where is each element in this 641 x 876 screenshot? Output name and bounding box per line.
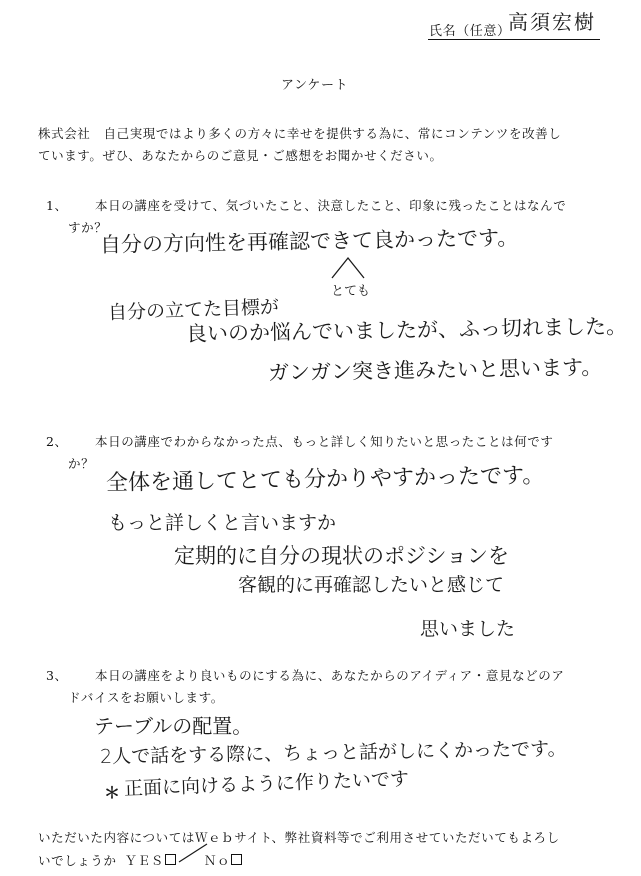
question-2-text-line-2: か？	[68, 456, 95, 471]
question-3-text-line-2: ドバイスをお願いします。	[68, 690, 224, 705]
answer-1-line-3[interactable]: 良いのか悩んでいましたが、ふっ切れました。	[185, 314, 628, 346]
answer-3-line-3[interactable]: 正面に向けるように作りたいです	[123, 768, 410, 800]
insertion-caret-icon	[330, 252, 366, 282]
answer-1-line-2[interactable]: 自分の立てた目標が	[107, 296, 280, 324]
consent-line-2	[38, 851, 242, 869]
answer-2-line-3[interactable]: 定期的に自分の現状のポジションを	[174, 544, 510, 568]
answer-3-line-2[interactable]: 2人で話をする際に、ちょっと話がしにくかったです。	[99, 737, 567, 768]
no-label: Ｎｏ	[203, 853, 231, 868]
answer-2-line-5[interactable]: 思いました	[420, 618, 516, 640]
question-2-text-line-1: 本日の講座でわからなかった点、もっと詳しく知りたいと思ったことは何です	[95, 434, 554, 449]
name-value[interactable]: 高須宏樹	[508, 10, 596, 34]
consent-question: いでしょうか	[38, 853, 117, 868]
question-1-text-line-2: すか？	[68, 220, 108, 235]
answer-2-line-1[interactable]: 全体を通してとても分かりやすかったです。	[105, 463, 545, 496]
name-underline	[428, 39, 600, 40]
question-1-text-line-1: 本日の講座を受けて、気づいたこと、決意したこと、印象に残ったことはなんで	[95, 198, 567, 213]
answer-2-line-2[interactable]: もっと詳しくと言いますか	[108, 512, 337, 534]
intro-line-2: ています。ぜひ、あなたからのご意見・ご感想をお聞かせください。	[38, 148, 443, 163]
answer-3-line-1[interactable]: テーブルの配置。	[94, 714, 253, 738]
question-1-number: 1、	[46, 198, 68, 213]
name-label: 氏名（任意）	[429, 24, 511, 39]
consent-line-1: いただいた内容についてはＷｅｂサイト、弊社資料等でご利用させていただいてもよろし	[38, 830, 560, 845]
yes-checkbox[interactable]	[165, 854, 176, 865]
question-3-number: 3、	[46, 668, 68, 683]
answer-3-asterisk: ＊	[104, 783, 121, 802]
question-2-number: 2、	[46, 434, 68, 449]
answer-1-line-1[interactable]: 自分の方向性を再確認できて良かったです。	[99, 225, 519, 257]
checkmark-icon	[177, 842, 211, 864]
answer-1-insertion[interactable]: とても	[331, 284, 371, 299]
question-3-text-line-1: 本日の講座をより良いものにする為に、あなたからのアイディア・意見などのア	[95, 668, 565, 683]
answer-1-line-4[interactable]: ガンガン突き進みたいと思います。	[267, 355, 603, 385]
answer-2-line-4[interactable]: 客観的に再確認したいと感じて	[238, 574, 505, 596]
no-checkbox[interactable]	[231, 854, 242, 865]
page-title: アンケート	[281, 78, 349, 93]
yes-label: ＹＥＳ	[124, 853, 164, 868]
intro-line-1: 株式会社 自己実現ではより多くの方々に幸せを提供する為に、常にコンテンツを改善し	[38, 126, 562, 141]
